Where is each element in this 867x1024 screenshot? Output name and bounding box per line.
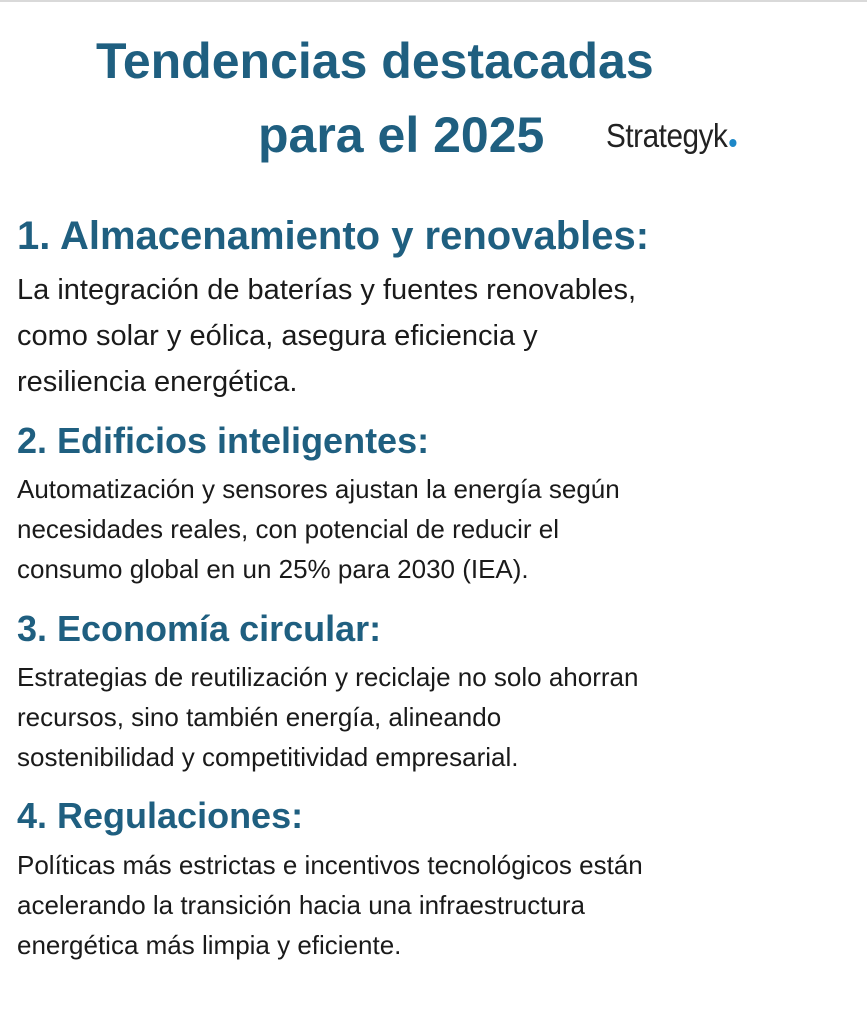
body-line: resiliencia energética. [17,366,298,398]
body-line: recursos, sino también energía, alineando [17,702,502,732]
body-line: Políticas más estrictas e incentivos tecnológicos están [17,850,643,880]
brand-name: Strategyk [606,117,728,154]
section-body-regulations [17,845,852,965]
page-title-line-1: Tendencias destacadas [96,33,654,89]
body-line: consumo global en un 25% para 2030 (IEA). [17,554,529,584]
body-line: como solar y eólica, asegura eficiencia y [17,320,538,352]
section-body-storage-renewables [17,267,852,405]
body-line: sostenibilidad y competitividad empresarial. [17,742,519,772]
body-line: Automatización y sensores ajustan la energía según [17,474,620,504]
section-heading-smart-buildings: 2. Edificios inteligentes: [17,420,430,461]
section-heading-circular-economy: 3. Economía circular: [17,608,382,649]
brand-dot-icon [729,139,736,147]
body-line: necesidades reales, con potencial de reducir el [17,514,560,544]
section-heading-regulations: 4. Regulaciones: [17,795,304,836]
section-body-smart-buildings [17,469,852,589]
body-line: energética más limpia y eficiente. [17,930,402,960]
body-line: acelerando la transición hacia una infraestructura [17,890,586,920]
body-line: Estrategias de reutilización y reciclaje no solo ahorran [17,662,639,692]
page-title-line-2: para el 2025 [258,107,545,163]
section-heading-storage-renewables: 1. Almacenamiento y renovables: [17,214,650,258]
body-line: La integración de baterías y fuentes renovables, [17,274,637,306]
top-divider [0,0,867,2]
brand-logo [606,114,736,158]
section-body-circular-economy [17,657,852,777]
